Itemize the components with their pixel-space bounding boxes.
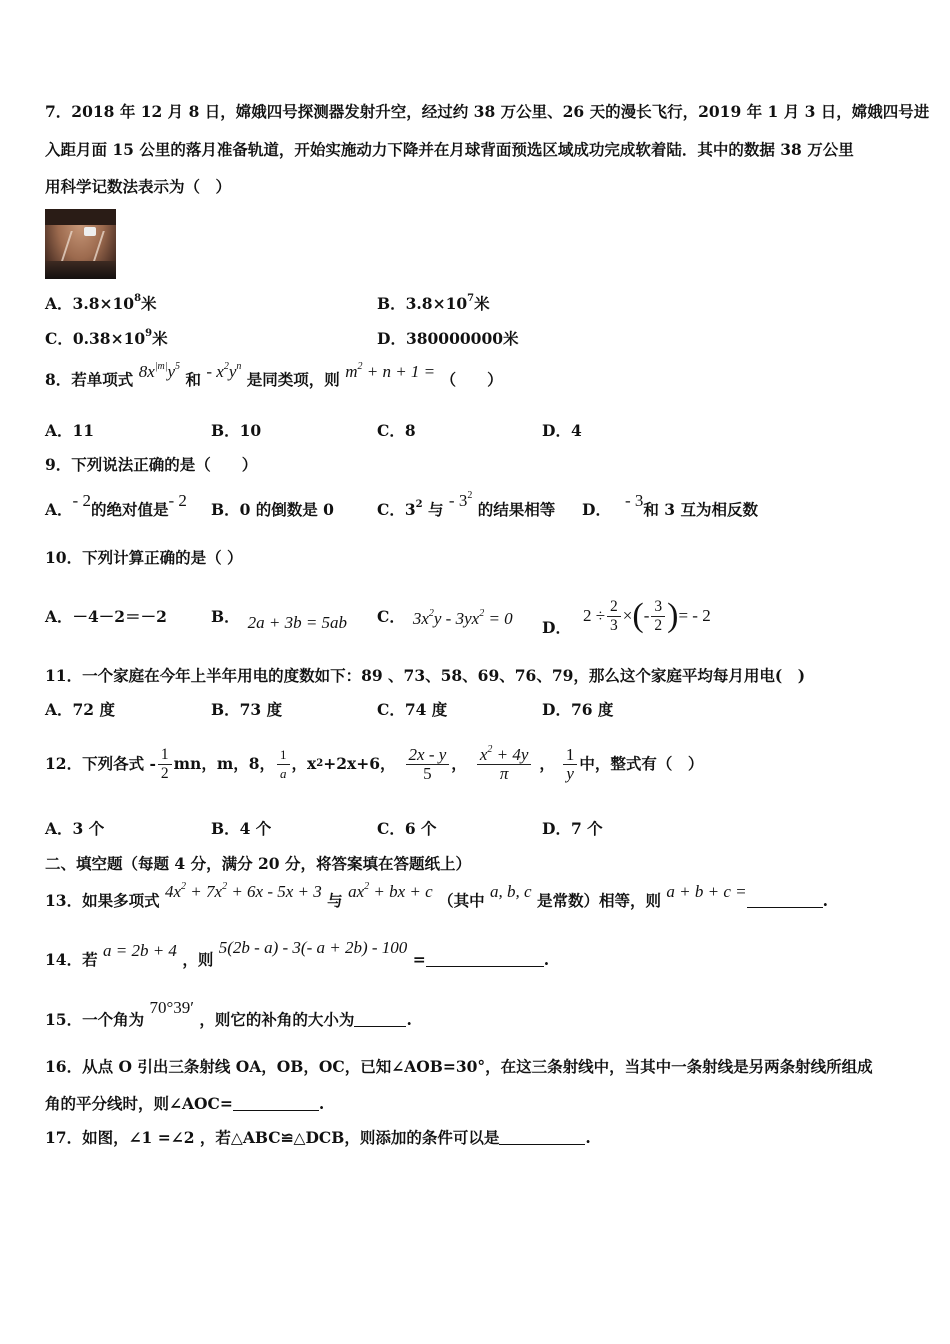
q7-line2: 入距月面 15 公里的落月准备轨道，开始实施动力下降并在月球背面预选区域成功完成软着陆．其中的数据 38 万公里 bbox=[45, 140, 854, 159]
q13-answer-blank bbox=[747, 893, 823, 908]
q11-option-c: C．74 度 bbox=[377, 700, 448, 719]
q12-option-b: B．4 个 bbox=[211, 819, 272, 838]
q10-option-c: C． $3x^2y - 3yx^2 = 0$ bbox=[377, 607, 513, 628]
q12-option-a: A．3 个 bbox=[45, 819, 105, 838]
q16-answer-blank bbox=[233, 1096, 319, 1111]
q9-option-a: A．- 2的绝对值是- 2 bbox=[45, 491, 187, 519]
moon-landing-photo bbox=[45, 209, 116, 279]
q11-option-d: D．76 度 bbox=[542, 700, 614, 719]
q9-option-c: C．$3^2$ 与 - $3^2$ 的结果相等 bbox=[377, 490, 556, 519]
q12-stem: 12．下列各式 - $\frac{1}{2}$ mn，m，8， $\frac{1}{a}$ ，x 2 +2x+6， $\frac{2x - y}{5}$ ， $\frac{x^2 + 4y}{\pi}$ ， $\frac{1}{y}$ 中，整式有（ ） bbox=[45, 743, 704, 783]
q7-option-a: A．$3.8\times 10^8$米 bbox=[45, 293, 157, 313]
q10-option-b: B． 2a + 3b = 5ab bbox=[211, 607, 348, 632]
q8-option-a: A．11 bbox=[45, 421, 95, 440]
q14-answer-blank bbox=[426, 952, 544, 967]
q11-option-b: B．73 度 bbox=[211, 700, 283, 719]
q7-option-b: B．$3.8\times 10^7$米 bbox=[377, 293, 490, 313]
q17-answer-blank bbox=[499, 1130, 585, 1145]
q8-option-c: C．8 bbox=[377, 421, 416, 440]
q8-stem: 8．若单项式 $8x^{|m|}y^5$ 和 - $x^2y^n$ 是同类项，则 $m^2 + n + 1$ = （ ） bbox=[45, 361, 503, 389]
q9-option-d: D． - 3和 3 互为相反数 bbox=[582, 491, 758, 519]
q7-option-d: D．380000000米 bbox=[377, 329, 519, 348]
q7-option-c: C．$0.38\times 10^9$米 bbox=[45, 328, 168, 348]
q13-stem: 13．如果多项式 $4x^2 + 7x^2 + 6x - 5x + 3$ 与 $ax^2$ + bx + c （其中 a, b, c 是常数）相等，则 a + b + c = . bbox=[45, 881, 829, 910]
q7-line3: 用科学记数法表示为（ ） bbox=[45, 177, 232, 196]
q10-option-a: A．－4－2＝－2 bbox=[45, 607, 167, 626]
q17-stem: 17．如图，∠1 =∠2 ，若△ABC≌△DCB，则添加的条件可以是 . bbox=[45, 1128, 591, 1147]
q12-option-d: D．7 个 bbox=[542, 819, 603, 838]
q16-line2: 角的平分线时，则∠AOC= . bbox=[45, 1094, 325, 1113]
q15-answer-blank bbox=[354, 1012, 406, 1027]
q9-stem: 9．下列说法正确的是（ ） bbox=[45, 455, 258, 474]
q11-stem: 11．一个家庭在今年上半年用电的度数如下：89 、73、58、69、76、79，那么这个家庭平均每月用电( ) bbox=[45, 666, 806, 685]
q10-stem: 10．下列计算正确的是（ ） bbox=[45, 548, 243, 567]
q14-stem: 14．若 a = 2b + 4 ，则 5(2b - a) - 3(- a + 2b) - 100 = . bbox=[45, 938, 550, 969]
q10-option-d: D． 2 ÷ $\frac{2}{3}$ × ( - $\frac{3}{2}$ ) = - 2 bbox=[542, 597, 711, 637]
section-heading-fill-in: 二、填空题（每题 4 分，满分 20 分，将答案填在答题纸上） bbox=[45, 854, 471, 873]
q7-line1: 7．2018 年 12 月 8 日，嫦娥四号探测器发射升空，经过约 38 万公里、26 天的漫长飞行，2019 年 1 月 3 日，嫦娥四号进 bbox=[45, 102, 930, 121]
q16-line1: 16．从点 O 引出三条射线 OA，OB，OC，已知∠AOB=30°，在这三条射线中，当其中一条射线是另两条射线所组成 bbox=[45, 1057, 873, 1076]
q12-option-c: C．6 个 bbox=[377, 819, 437, 838]
q9-option-b: B．0 的倒数是 0 bbox=[211, 500, 334, 519]
q8-option-d: D．4 bbox=[542, 421, 582, 440]
q8-option-b: B．10 bbox=[211, 421, 262, 440]
q11-option-a: A．72 度 bbox=[45, 700, 115, 719]
q15-stem: 15．一个角为 70°39′ ，则它的补角的大小为 . bbox=[45, 998, 412, 1029]
